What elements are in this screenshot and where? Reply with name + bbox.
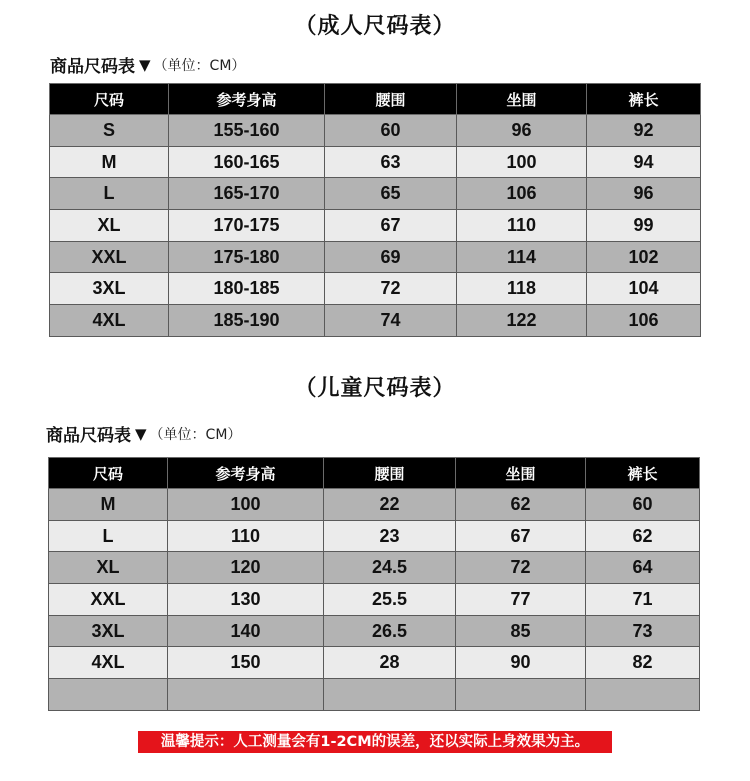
cell-length: 64 [586, 552, 700, 584]
table-row [49, 679, 700, 711]
cell-height: 185-190 [169, 305, 325, 337]
column-header-hip: 坐围 [457, 84, 587, 115]
cell-waist: 25.5 [324, 584, 456, 616]
cell-hip: 114 [457, 241, 587, 273]
column-header-size: 尺码 [50, 84, 169, 115]
adult-size-chart-subheading [50, 52, 245, 77]
cell-length: 106 [587, 305, 701, 337]
cell-size: 4XL [49, 647, 168, 679]
cell-size: M [50, 146, 169, 178]
cell-hip: 118 [457, 273, 587, 305]
cell-size: 4XL [50, 305, 169, 337]
cell-height: 140 [168, 615, 324, 647]
cell-height: 110 [168, 520, 324, 552]
cell-length: 104 [587, 273, 701, 305]
cell-waist: 65 [325, 178, 457, 210]
table-row [49, 615, 700, 647]
cell-size: L [50, 178, 169, 210]
adult-size-table [49, 83, 701, 337]
child-size-table [48, 457, 700, 711]
adult-size-chart-title: （成人尺码表） [294, 14, 456, 39]
column-header-waist: 腰围 [325, 84, 457, 115]
measurement-notice-banner: 温馨提示：人工测量会有1-2CM的误差，还以实际上身效果为主。 [138, 731, 612, 753]
triangle-down-icon: ▼ [139, 55, 151, 74]
cell-length: 94 [587, 146, 701, 178]
cell-waist: 22 [324, 489, 456, 521]
column-header-hip: 坐围 [456, 458, 586, 489]
unit-label: （单位：CM） [149, 426, 242, 443]
cell-height: 150 [168, 647, 324, 679]
cell-waist: 23 [324, 520, 456, 552]
column-header-height: 参考身高 [169, 84, 325, 115]
cell-hip: 106 [457, 178, 587, 210]
cell-size: XXL [50, 241, 169, 273]
table-row [49, 584, 700, 616]
cell-hip: 100 [457, 146, 587, 178]
cell-length: 99 [587, 210, 701, 242]
cell-size: S [50, 115, 169, 147]
cell-hip: 85 [456, 615, 586, 647]
cell-length: 96 [587, 178, 701, 210]
table-row [50, 210, 701, 242]
table-row [50, 305, 701, 337]
cell-height: 120 [168, 552, 324, 584]
table-header-row [50, 84, 701, 115]
cell-hip: 77 [456, 584, 586, 616]
cell-height: 165-170 [169, 178, 325, 210]
table-row [50, 146, 701, 178]
cell-length: 71 [586, 584, 700, 616]
unit-label: （单位：CM） [153, 57, 246, 74]
cell-size: M [49, 489, 168, 521]
cell-height [168, 679, 324, 711]
cell-height: 160-165 [169, 146, 325, 178]
cell-waist [324, 679, 456, 711]
table-row [50, 115, 701, 147]
cell-length: 62 [586, 520, 700, 552]
cell-height: 130 [168, 584, 324, 616]
cell-size: XL [50, 210, 169, 242]
cell-hip: 90 [456, 647, 586, 679]
cell-size: XL [49, 552, 168, 584]
subheading-label: 商品尺码表 [46, 426, 131, 446]
cell-waist: 69 [325, 241, 457, 273]
cell-height: 175-180 [169, 241, 325, 273]
column-header-height: 参考身高 [168, 458, 324, 489]
cell-length: 73 [586, 615, 700, 647]
cell-height: 155-160 [169, 115, 325, 147]
cell-waist: 26.5 [324, 615, 456, 647]
cell-hip: 122 [457, 305, 587, 337]
table-header-row [49, 458, 700, 489]
cell-waist: 28 [324, 647, 456, 679]
cell-hip: 110 [457, 210, 587, 242]
table-row [49, 489, 700, 521]
cell-size: XXL [49, 584, 168, 616]
column-header-size: 尺码 [49, 458, 168, 489]
table-row [50, 273, 701, 305]
cell-waist: 67 [325, 210, 457, 242]
cell-height: 180-185 [169, 273, 325, 305]
triangle-down-icon: ▼ [135, 424, 147, 443]
cell-size [49, 679, 168, 711]
table-row [50, 178, 701, 210]
table-row [50, 241, 701, 273]
table-row [49, 520, 700, 552]
cell-size: L [49, 520, 168, 552]
subheading-label: 商品尺码表 [50, 57, 135, 77]
cell-length: 60 [586, 489, 700, 521]
cell-hip: 62 [456, 489, 586, 521]
cell-length: 92 [587, 115, 701, 147]
cell-height: 170-175 [169, 210, 325, 242]
child-size-chart-title: （儿童尺码表） [294, 376, 456, 401]
cell-length [586, 679, 700, 711]
cell-waist: 72 [325, 273, 457, 305]
cell-hip: 72 [456, 552, 586, 584]
cell-hip [456, 679, 586, 711]
cell-size: 3XL [50, 273, 169, 305]
cell-hip: 67 [456, 520, 586, 552]
column-header-waist: 腰围 [324, 458, 456, 489]
cell-length: 102 [587, 241, 701, 273]
table-row [49, 552, 700, 584]
cell-waist: 74 [325, 305, 457, 337]
cell-waist: 24.5 [324, 552, 456, 584]
cell-hip: 96 [457, 115, 587, 147]
cell-waist: 63 [325, 146, 457, 178]
cell-size: 3XL [49, 615, 168, 647]
cell-length: 82 [586, 647, 700, 679]
table-row [49, 647, 700, 679]
column-header-length: 裤长 [587, 84, 701, 115]
cell-waist: 60 [325, 115, 457, 147]
column-header-length: 裤长 [586, 458, 700, 489]
cell-height: 100 [168, 489, 324, 521]
child-size-chart-subheading [46, 421, 241, 446]
